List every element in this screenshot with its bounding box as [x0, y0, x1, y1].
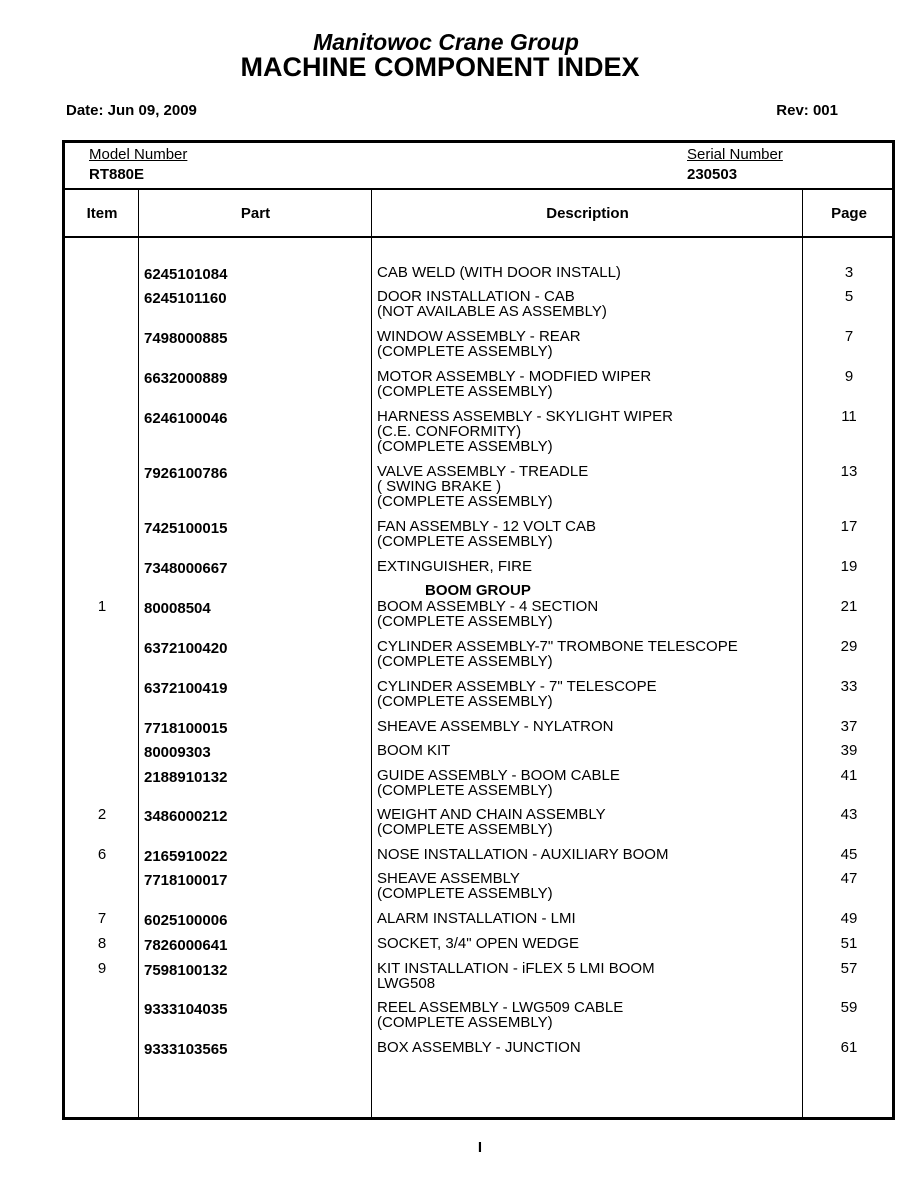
- page-reference: 11: [841, 408, 857, 425]
- page-reference: 41: [840, 767, 858, 784]
- part-number: 9333103565: [144, 1041, 228, 1058]
- page-reference: 51: [840, 935, 858, 952]
- part-number: 2188910132: [144, 769, 228, 786]
- description-line: DOOR INSTALLATION - CAB: [377, 288, 575, 305]
- description-line: ( SWING BRAKE ): [377, 478, 502, 495]
- description-line: (COMPLETE ASSEMBLY): [377, 383, 553, 400]
- page-reference: 45: [840, 846, 858, 863]
- part-number: 7926100786: [144, 465, 228, 482]
- part-description: [377, 961, 655, 991]
- serial-number-value: 230503: [687, 166, 738, 183]
- description-line: CYLINDER ASSEMBLY - 7" TELESCOPE: [377, 678, 657, 695]
- page-reference: 3: [844, 264, 854, 281]
- description-line: REEL ASSEMBLY - LWG509 CABLE: [377, 999, 624, 1016]
- item-number: 8: [97, 935, 107, 952]
- part-number: 7718100015: [144, 720, 228, 737]
- page-reference: 21: [840, 598, 858, 615]
- description-line: BOOM ASSEMBLY - 4 SECTION: [377, 598, 599, 615]
- part-number: 3486000212: [144, 808, 228, 825]
- description-line: (COMPLETE ASSEMBLY): [377, 613, 553, 630]
- column-header-item: Item: [86, 205, 118, 222]
- page-reference: 19: [840, 558, 858, 575]
- page-reference: 5: [844, 288, 854, 305]
- description-line: GUIDE ASSEMBLY - BOOM CABLE: [377, 767, 620, 784]
- part-description: [377, 1040, 581, 1055]
- part-description: [377, 847, 668, 862]
- description-line: (COMPLETE ASSEMBLY): [377, 438, 553, 455]
- part-number: 7598100132: [144, 962, 228, 979]
- part-description: [377, 679, 657, 709]
- description-line: MOTOR ASSEMBLY - MODFIED WIPER: [377, 368, 652, 385]
- item-number: 7: [97, 910, 107, 927]
- part-number: 7826000641: [144, 937, 228, 954]
- page-reference: 37: [840, 718, 858, 735]
- part-description: [377, 1000, 623, 1030]
- document-title: MACHINE COMPONENT INDEX: [240, 52, 640, 82]
- description-line: (NOT AVAILABLE AS ASSEMBLY): [377, 303, 607, 320]
- description-line: (COMPLETE ASSEMBLY): [377, 653, 553, 670]
- part-number: 2165910022: [144, 848, 228, 865]
- part-description: [377, 329, 581, 359]
- part-description: [377, 936, 579, 951]
- part-description: [377, 743, 450, 758]
- document-date: Date: Jun 09, 2009: [66, 102, 197, 119]
- description-line: (COMPLETE ASSEMBLY): [377, 343, 553, 360]
- description-line: WINDOW ASSEMBLY - REAR: [377, 328, 581, 345]
- column-header-part: Part: [240, 205, 271, 222]
- part-number: 80008504: [144, 600, 211, 617]
- part-number: 7718100017: [144, 872, 228, 889]
- model-number-value: RT880E: [89, 166, 145, 183]
- part-number: 7425100015: [144, 520, 228, 537]
- page-reference: 29: [840, 638, 858, 655]
- part-description: [377, 464, 588, 509]
- part-description: [377, 719, 613, 734]
- item-number: 1: [97, 598, 107, 615]
- page-reference: 17: [840, 518, 858, 535]
- page-reference: 49: [840, 910, 858, 927]
- component-index-table: [62, 140, 895, 1120]
- page-reference: 33: [840, 678, 858, 695]
- part-number: 7348000667: [144, 560, 228, 577]
- description-line: SHEAVE ASSEMBLY - NYLATRON: [377, 718, 614, 735]
- description-line: (COMPLETE ASSEMBLY): [377, 493, 553, 510]
- description-line: SHEAVE ASSEMBLY: [377, 870, 520, 887]
- part-description: [377, 265, 621, 280]
- page-reference: 7: [844, 328, 854, 345]
- description-line: BOX ASSEMBLY - JUNCTION: [377, 1039, 581, 1056]
- description-line: HARNESS ASSEMBLY - SKYLIGHT WIPER: [377, 408, 673, 425]
- page-reference: 39: [840, 742, 858, 759]
- description-line: (C.E. CONFORMITY): [377, 423, 522, 440]
- description-line: CYLINDER ASSEMBLY-7" TROMBONE TELESCOPE: [377, 638, 738, 655]
- table-body: [65, 143, 892, 1117]
- description-line: (COMPLETE ASSEMBLY): [377, 693, 553, 710]
- document-revision: Rev: 001: [776, 102, 838, 119]
- part-description: [377, 599, 598, 629]
- part-description: [377, 369, 651, 399]
- column-header-page: Page: [831, 205, 867, 222]
- part-number: 6245101084: [144, 266, 228, 283]
- part-number: 6246100046: [144, 410, 228, 427]
- part-description: [377, 559, 532, 574]
- part-number: 6372100420: [144, 640, 228, 657]
- description-line: WEIGHT AND CHAIN ASSEMBLY: [377, 806, 606, 823]
- part-number: 9333104035: [144, 1001, 228, 1018]
- part-number: 7498000885: [144, 330, 228, 347]
- description-line: NOSE INSTALLATION - AUXILIARY BOOM: [377, 846, 669, 863]
- description-line: (COMPLETE ASSEMBLY): [377, 1014, 553, 1031]
- part-number: 6025100006: [144, 912, 228, 929]
- column-header-description: Description: [546, 205, 629, 222]
- part-description: [377, 871, 553, 901]
- page-reference: 9: [844, 368, 854, 385]
- description-line: (COMPLETE ASSEMBLY): [377, 821, 553, 838]
- part-description: [377, 409, 673, 454]
- page-reference: 61: [840, 1039, 858, 1056]
- part-description: [377, 911, 576, 926]
- part-description: [377, 807, 606, 837]
- part-description: [377, 768, 620, 798]
- page-reference: 13: [840, 463, 858, 480]
- company-name: Manitowoc Crane Group: [313, 29, 579, 55]
- page-number: I: [477, 1139, 483, 1156]
- part-number: 6632000889: [144, 370, 228, 387]
- part-description: [377, 519, 596, 549]
- description-line: (COMPLETE ASSEMBLY): [377, 533, 553, 550]
- part-description: [377, 639, 738, 669]
- model-number-label: Model Number: [89, 146, 188, 163]
- description-line: BOOM KIT: [377, 742, 451, 759]
- description-line: (COMPLETE ASSEMBLY): [377, 782, 553, 799]
- description-line: SOCKET, 3/4" OPEN WEDGE: [377, 935, 580, 952]
- description-line: VALVE ASSEMBLY - TREADLE: [377, 463, 589, 480]
- part-description: [377, 289, 607, 319]
- description-line: (COMPLETE ASSEMBLY): [377, 885, 553, 902]
- group-heading: BOOM GROUP: [425, 582, 531, 599]
- page-reference: 43: [840, 806, 858, 823]
- description-line: ALARM INSTALLATION - LMI: [377, 910, 576, 927]
- part-number: 80009303: [144, 744, 211, 761]
- page-reference: 47: [840, 870, 858, 887]
- description-line: CAB WELD (WITH DOOR INSTALL): [377, 264, 621, 281]
- description-line: LWG508: [377, 975, 436, 992]
- description-line: FAN ASSEMBLY - 12 VOLT CAB: [377, 518, 596, 535]
- item-number: 9: [97, 960, 107, 977]
- description-line: EXTINGUISHER, FIRE: [377, 558, 533, 575]
- page-reference: 57: [840, 960, 858, 977]
- part-number: 6372100419: [144, 680, 228, 697]
- page-reference: 59: [840, 999, 858, 1016]
- description-line: KIT INSTALLATION - iFLEX 5 LMI BOOM: [377, 960, 655, 977]
- item-number: 6: [97, 846, 107, 863]
- part-number: 6245101160: [144, 290, 227, 307]
- serial-number-label: Serial Number: [687, 146, 783, 163]
- item-number: 2: [97, 806, 107, 823]
